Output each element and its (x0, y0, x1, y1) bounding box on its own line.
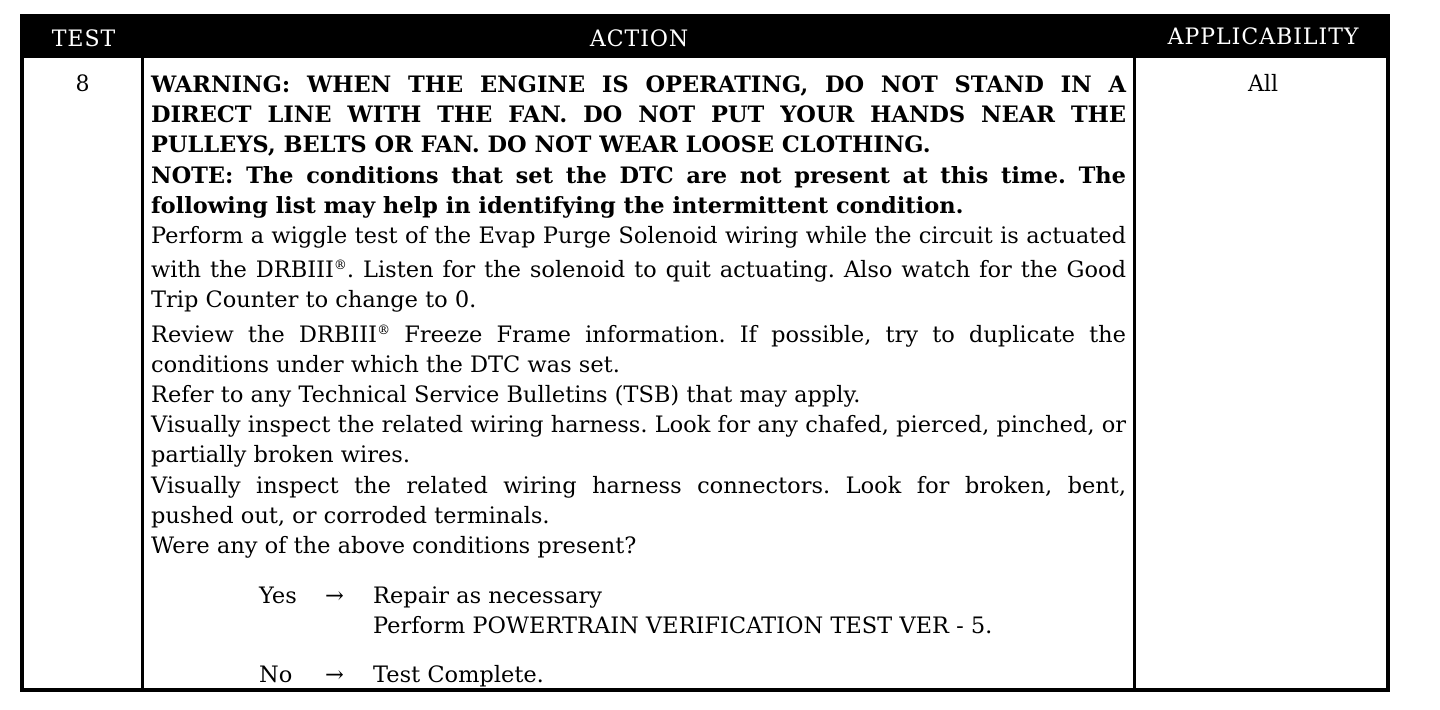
step-connectors: Visually inspect the related wiring harness connectors. Look for broken, bent, pushed out, or corroded terminals. (151, 472, 1126, 529)
no-choice (259, 660, 1126, 690)
yes-choice-line-2 (259, 611, 1126, 641)
arrow-right-icon: → (325, 583, 344, 610)
step-tsb: Refer to any Technical Service Bulletins (TSB) that may apply. (151, 382, 861, 409)
yes-label: Yes (259, 583, 297, 610)
header-test: TEST (51, 27, 117, 52)
warning-text: WARNING: WHEN THE ENGINE IS OPERATING, DO NOT STAND IN A DIRECT LINE WITH THE FAN. DO NOT PUT YOUR HANDS NEAR THE PULLEYS, BELTS OR FAN. DO NOT WEAR LOOSE CLOTHING. (151, 72, 1126, 159)
test-number: 8 (75, 72, 90, 97)
step-wiggle-text-b: . Listen for the solenoid to quit actuating. Also watch for the Good Trip Counter to change to 0. (151, 257, 1126, 314)
table-header-row (24, 18, 1386, 58)
question-text: Were any of the above conditions present? (151, 533, 637, 560)
registered-mark: ® (377, 322, 391, 338)
note-text: NOTE: The conditions that set the DTC are not present at this time. The following list may help in identifying the intermittent condition. (151, 162, 1126, 219)
arrow-right-icon: → (325, 662, 344, 689)
yes-result-1: Repair as necessary (373, 583, 602, 610)
step-wiggle-text-a: Perform a wiggle test of the Evap Purge Solenoid wiring while the circuit is actuated with the DRBIII (151, 223, 1126, 284)
step-wiggle-test (151, 221, 1126, 316)
action-cell (151, 70, 1126, 690)
step-freeze-frame (151, 316, 1126, 380)
header-action: ACTION (589, 27, 690, 52)
diagnostic-test-table (20, 14, 1390, 692)
step-review-text-a: Review the DRBIII (151, 321, 378, 348)
applicability-value: All (1248, 72, 1278, 97)
column-divider-2 (1133, 58, 1136, 688)
registered-mark: ® (333, 258, 347, 274)
column-divider-1 (141, 58, 144, 688)
step-harness: Visually inspect the related wiring harness. Look for any chafed, pierced, pinched, or partially broken wires. (151, 412, 1126, 469)
step-review-text-b: Freeze Frame information. If possible, try to duplicate the conditions under which the DTC was set. (151, 321, 1126, 378)
yes-choice (259, 581, 1126, 611)
no-label: No (259, 662, 293, 689)
no-result-1: Test Complete. (373, 662, 544, 689)
header-applicability: APPLICABILITY (1167, 25, 1360, 50)
yes-result-2: Perform POWERTRAIN VERIFICATION TEST VER - 5. (373, 613, 993, 640)
